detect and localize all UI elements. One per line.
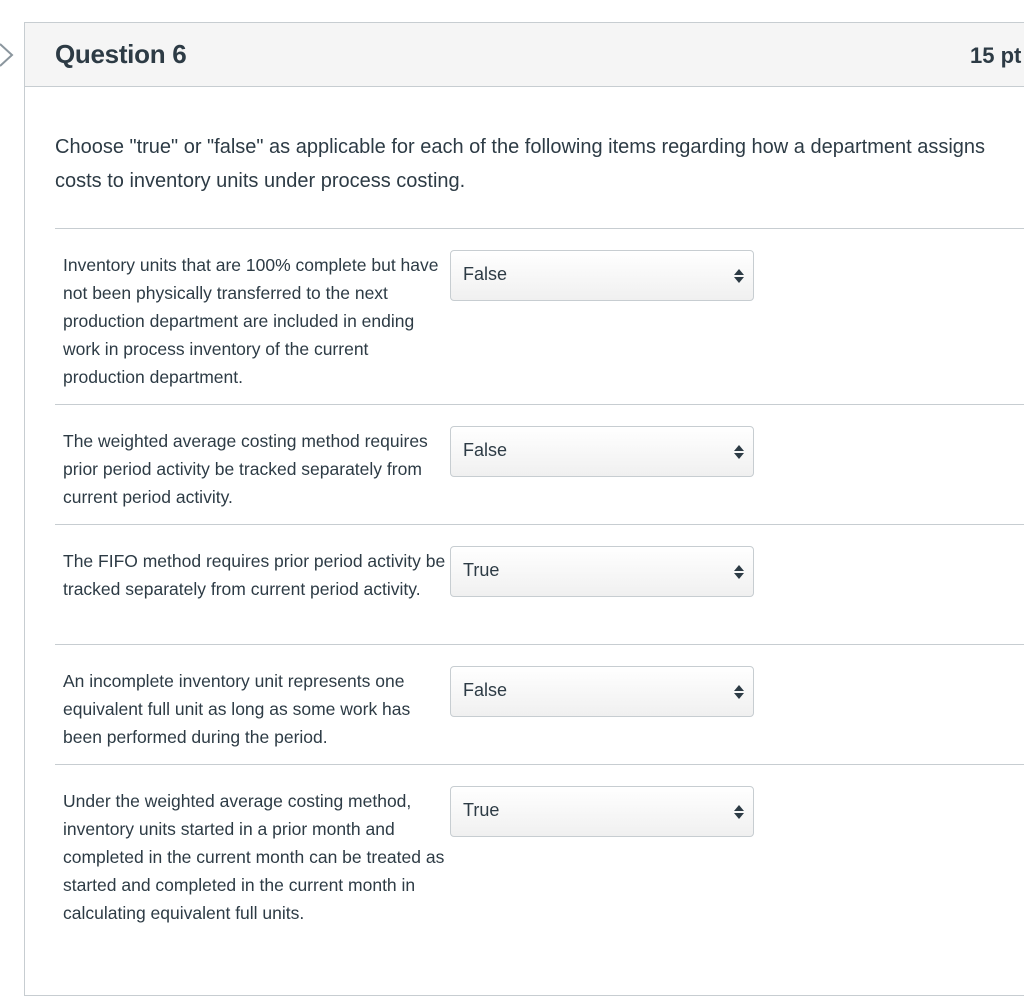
sort-arrows-icon	[733, 444, 745, 460]
answer-select-5[interactable]	[450, 786, 754, 837]
sort-arrows-icon	[733, 564, 745, 580]
sort-arrows-icon	[733, 804, 745, 820]
select-value: False	[463, 264, 508, 284]
answer-select-1[interactable]	[450, 250, 754, 301]
answer-select-4[interactable]	[450, 666, 754, 717]
answer-statement: Under the weighted average costing method, inventory units started in a prior month and completed in the current month can be treated as started and completed in the current month in calculating equivalent full units.	[63, 791, 445, 923]
answer-row-1	[55, 250, 1024, 426]
select-value: False	[463, 440, 508, 460]
answer-statement: The weighted average costing method requires prior period activity be tracked separately from current period activity.	[63, 431, 428, 507]
select-value: True	[463, 560, 500, 580]
answer-select-3[interactable]	[450, 546, 754, 597]
answer-statement: Inventory units that are 100% complete but have not been physically transferred to the next production department are included in ending work in process inventory of the current production department.	[63, 255, 439, 387]
divider	[55, 524, 1024, 525]
question-prompt: Choose "true" or "false" as applicable for each of the following items regarding how a department assigns costs to inventory units under process costing.	[55, 136, 986, 192]
divider	[55, 644, 1024, 645]
answer-select-2[interactable]	[450, 426, 754, 477]
divider	[55, 228, 1024, 229]
answer-row-4	[55, 666, 1024, 762]
answer-row-3	[55, 546, 1024, 642]
answer-row-2	[55, 426, 1024, 522]
answer-statement: An incomplete inventory unit represents one equivalent full unit as long as some work has been performed during the period.	[63, 671, 411, 747]
sort-arrows-icon	[733, 268, 745, 284]
question-points: 15 pt	[970, 43, 1022, 68]
question-title: Question 6	[55, 39, 187, 69]
select-value: True	[463, 800, 500, 820]
chevron-right-icon[interactable]	[0, 38, 20, 72]
divider	[55, 764, 1024, 765]
answer-row-5	[55, 786, 1024, 976]
question-card	[24, 22, 1024, 996]
answer-statement: The FIFO method requires prior period activity be tracked separately from current period activity.	[63, 551, 446, 599]
select-value: False	[463, 680, 508, 700]
divider	[55, 404, 1024, 405]
question-header	[25, 23, 1024, 87]
sort-arrows-icon	[733, 684, 745, 700]
